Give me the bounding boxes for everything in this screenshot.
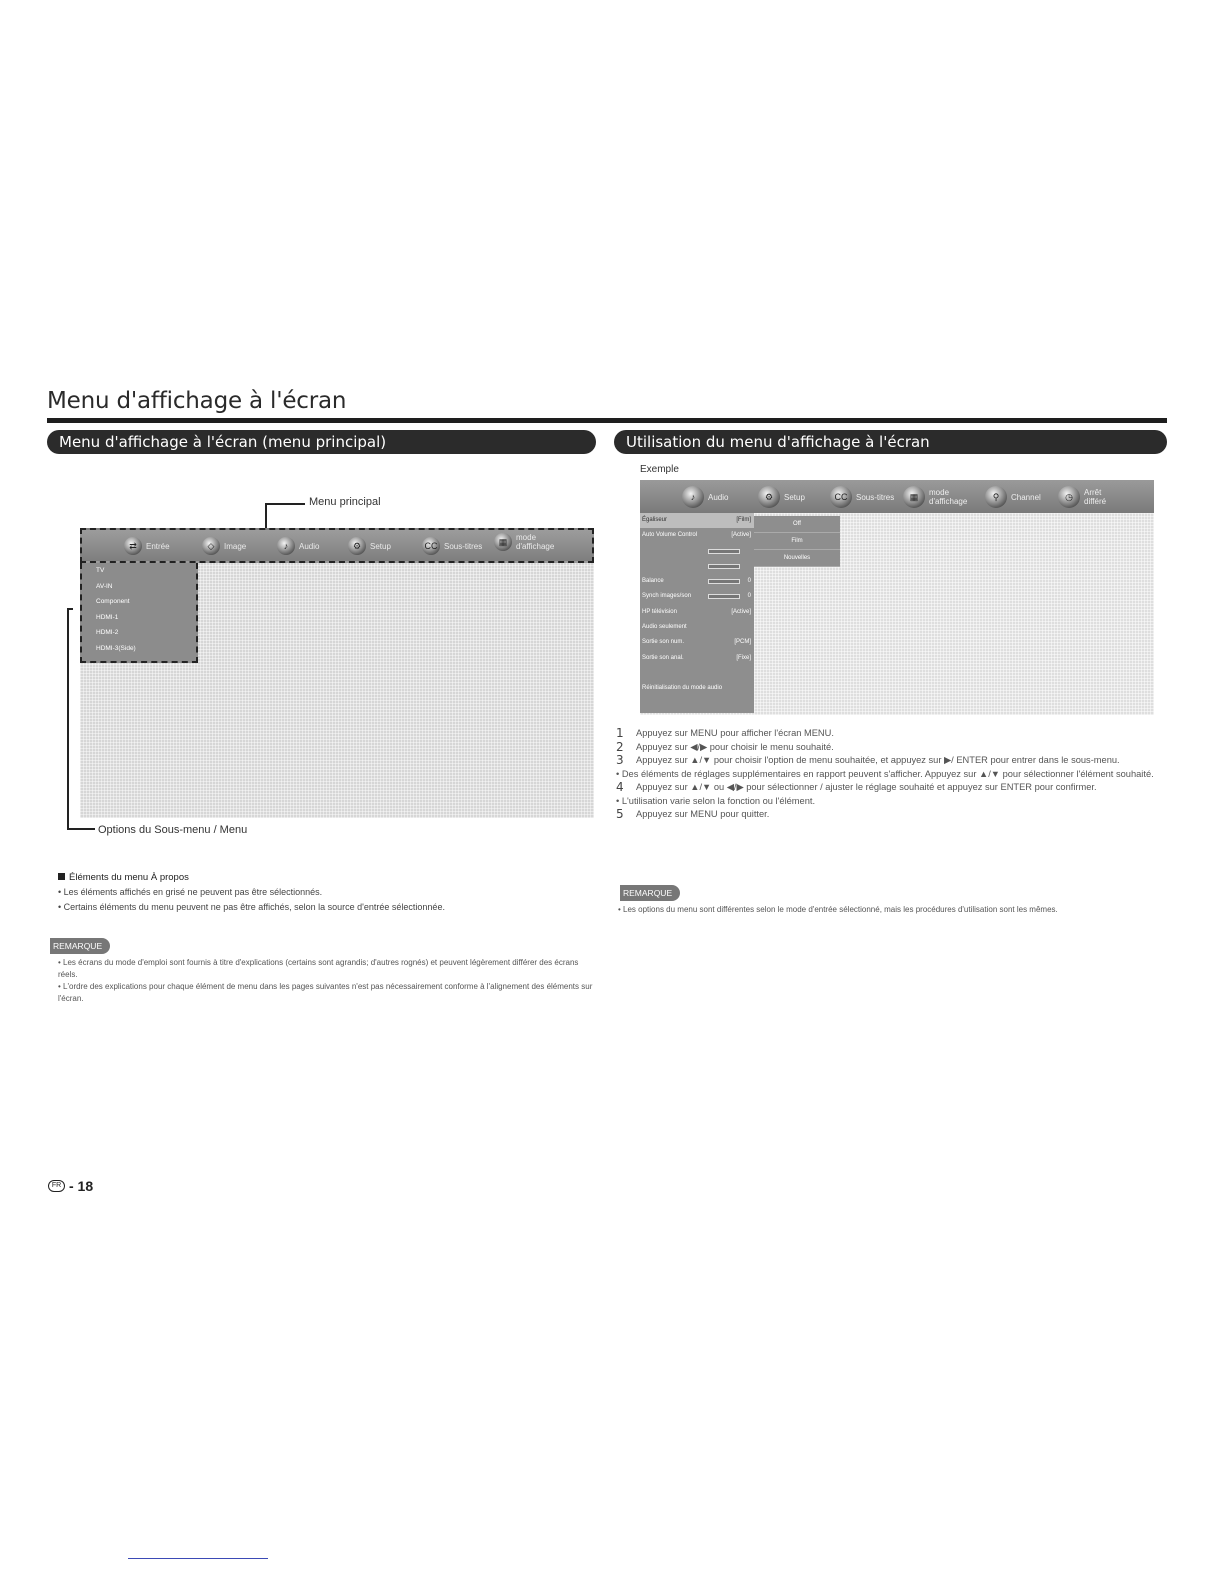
row-label: Réinitialisation du mode audio	[642, 685, 723, 692]
row-value: [Active]	[731, 608, 751, 615]
row-value: [PCM]	[734, 639, 751, 646]
fr-language-icon: FR	[48, 1180, 65, 1192]
step-text: Appuyez sur ▲/▼ pour choisir l'option de menu souhaitée, et appuyez sur ▶/ ENTER pour entrer dans le sous-menu.	[636, 755, 1120, 765]
remarque-bullet: Les options du menu sont différentes selon le mode d'entrée sélectionné, mais les procédures d'utilisation sont les mêmes.	[623, 905, 1058, 914]
step-number: 4	[616, 780, 624, 794]
audio-icon: ♪	[682, 486, 704, 508]
steps-list	[616, 727, 1156, 822]
submenu-item[interactable]: Component	[96, 598, 130, 605]
footer-rule	[128, 1558, 268, 1559]
audio-row[interactable]	[640, 559, 754, 574]
menu-item-subtitles[interactable]	[422, 537, 482, 555]
step-item	[616, 754, 1156, 768]
row-value: [Fixe]	[736, 654, 751, 661]
audio-row[interactable]	[640, 605, 754, 620]
submenu-bracket-bottom	[67, 828, 95, 830]
audio-row[interactable]	[640, 635, 754, 650]
audio-row[interactable]	[640, 681, 754, 696]
row-label: Auto Volume Control	[642, 532, 698, 539]
cc-icon: CC	[830, 486, 852, 508]
step-number: 1	[616, 726, 624, 740]
menu-item-subtitles[interactable]	[830, 486, 894, 508]
popup-option[interactable]: Off	[754, 516, 840, 533]
menu-item-label: Audio	[708, 492, 729, 502]
level-bar[interactable]	[708, 549, 740, 554]
menu-item-label: mode d'affichage	[516, 533, 555, 551]
row-label: Sortie son num.	[642, 639, 685, 646]
step-text: Appuyez sur ▲/▼ ou ◀/▶ pour sélectionner / ajuster le réglage souhaité et appuyez sur ENTER pour confirmer.	[636, 782, 1097, 792]
timer-icon: ◷	[1058, 486, 1080, 508]
audio-row[interactable]	[640, 620, 754, 635]
audio-row[interactable]	[640, 513, 754, 528]
row-value: 0	[747, 578, 751, 585]
input-icon: ⇄	[124, 537, 142, 555]
menu-item-audio[interactable]	[682, 486, 728, 508]
callout-line-main-h	[265, 503, 305, 505]
row-label: Égaliseur	[642, 517, 668, 523]
page-number-text: - 18	[69, 1178, 94, 1194]
row-label: Balance	[642, 578, 664, 585]
row-label: Sortie son anal.	[642, 654, 684, 661]
about-bullet: Certains éléments du menu peuvent ne pas être affichés, selon la source d'entrée sélectionnée.	[63, 902, 445, 912]
step-text: Appuyez sur ◀/▶ pour choisir le menu souhaité.	[636, 741, 834, 752]
square-bullet-icon	[58, 873, 65, 880]
channel-icon: ⚲	[985, 486, 1007, 508]
menu-item-label: Sous-titres	[444, 541, 483, 551]
submenu-item[interactable]: HDMI-3(Side)	[96, 644, 136, 652]
menu-item-label: Audio	[299, 541, 320, 551]
page-title: Menu d'affichage à l'écran	[47, 388, 347, 414]
example-menu-bar	[640, 480, 1154, 513]
level-bar[interactable]	[708, 579, 740, 584]
row-value: 0	[747, 593, 751, 600]
row-value: [Film]	[736, 517, 751, 523]
step-text: Appuyez sur MENU pour afficher l'écran MENU.	[636, 728, 834, 738]
menu-item-setup[interactable]	[348, 537, 391, 555]
step-item	[616, 781, 1156, 795]
menu-item-label: Entrée	[146, 541, 170, 551]
menu-item-input[interactable]	[124, 537, 170, 555]
right-section-heading: Utilisation du menu d'affichage à l'écran	[614, 430, 1167, 454]
example-label: Exemple	[640, 464, 679, 475]
step-subnote: • Des éléments de réglages supplémentaires en rapport peuvent s'afficher. Appuyez sur ▲/▼ pour sélectionner l'élément souhaité.	[616, 768, 1154, 779]
callout-line-main	[265, 503, 267, 529]
audio-options-panel	[640, 513, 754, 713]
submenu-item[interactable]: HDMI-1	[96, 613, 119, 621]
step-item	[616, 741, 1156, 755]
remarque-notes-left: • Les écrans du mode d'emploi sont fournis à titre d'explications (certains sont agrandis; d'autres rognés) et peuvent légèrement différer des écrans réels. • L'ordre des explications pour chaque élément de menu dans les pages suivantes n'est pas nécessairement conforme à l'alignement des éléments sur l'écran.	[58, 958, 593, 1003]
equalizer-popup	[754, 516, 840, 567]
menu-item-label: mode d'affichage	[929, 488, 968, 506]
page-number	[48, 1178, 93, 1194]
menu-item-display-mode[interactable]	[494, 533, 590, 551]
audio-row[interactable]	[640, 544, 754, 559]
step-number: 5	[616, 807, 624, 821]
menu-item-label: Channel	[1011, 492, 1041, 502]
audio-row	[640, 666, 754, 681]
audio-row[interactable]	[640, 651, 754, 666]
remarque-bullet: Les écrans du mode d'emploi sont fournis à titre d'explications (certains sont agrandis; d'autres rognés) et peuvent légèrement différer des écrans réels.	[58, 958, 579, 979]
step-number: 2	[616, 739, 624, 754]
menu-item-label: Arrêt différé	[1084, 488, 1107, 506]
audio-row[interactable]	[640, 589, 754, 604]
menu-item-channel[interactable]	[985, 486, 1041, 508]
display-mode-icon: ▦	[494, 533, 512, 551]
remarque-bullet: L'ordre des explications pour chaque élément de menu dans les pages suivantes n'est pas nécessairement conforme à l'alignement des éléments sur l'écran.	[58, 982, 593, 1003]
audio-icon: ♪	[277, 537, 295, 555]
level-bar[interactable]	[708, 594, 740, 599]
submenu-item[interactable]: AV-IN	[96, 582, 113, 590]
remarque-badge-left: REMARQUE	[50, 938, 110, 954]
submenu-item[interactable]: TV	[96, 567, 105, 574]
level-bar[interactable]	[708, 564, 740, 569]
menu-item-display-mode[interactable]	[903, 486, 981, 508]
remarque-badge-right: REMARQUE	[620, 885, 680, 901]
remarque-notes-right: • Les options du menu sont différentes selon le mode d'entrée sélectionné, mais les procédures d'utilisation sont les mêmes.	[618, 905, 1058, 914]
submenu-item[interactable]: HDMI-2	[96, 629, 119, 636]
row-label: Synch images/son	[642, 593, 692, 600]
step-number: 3	[616, 753, 624, 767]
about-bullet: Les éléments affichés en grisé ne peuvent pas être sélectionnés.	[63, 887, 323, 897]
step-item	[616, 808, 1156, 822]
menu-item-image[interactable]	[202, 537, 246, 555]
menu-item-label: Image	[224, 541, 247, 551]
about-notes: Éléments du menu À propos • Les éléments affichés en grisé ne peuvent pas être sélectionnés. • Certains éléments du menu peuvent ne pas être affichés, selon la source d'entrée sélectionnée.	[58, 872, 445, 912]
step-text: Appuyez sur MENU pour quitter.	[636, 809, 770, 819]
setup-icon: ⚙	[348, 537, 366, 555]
popup-option[interactable]: Nouvelles	[754, 550, 840, 567]
audio-row[interactable]	[640, 528, 754, 543]
row-label: HP télévision	[642, 608, 677, 615]
left-section-heading: Menu d'affichage à l'écran (menu principal)	[47, 430, 596, 454]
cc-icon: CC	[422, 537, 440, 555]
row-value: [Active]	[731, 532, 751, 539]
menu-item-label: Setup	[784, 492, 805, 502]
callout-main-label: Menu principal	[309, 496, 381, 508]
setup-icon: ⚙	[758, 486, 780, 508]
callout-sub-label: Options du Sous-menu / Menu	[98, 824, 248, 836]
submenu-panel	[80, 563, 198, 663]
step-subnote: • L'utilisation varie selon la fonction ou l'élément.	[616, 795, 816, 806]
menu-item-label: Setup	[370, 541, 391, 551]
menu-item-setup[interactable]	[758, 486, 805, 508]
menu-item-label: Sous-titres	[856, 492, 895, 502]
submenu-bracket	[67, 608, 73, 830]
audio-row[interactable]	[640, 574, 754, 589]
about-heading: Éléments du menu À propos	[69, 872, 189, 883]
title-rule	[47, 418, 1167, 423]
main-menu-bar	[80, 528, 594, 563]
step-item	[616, 727, 1156, 741]
menu-item-sleep-timer[interactable]	[1058, 486, 1146, 508]
menu-item-audio[interactable]	[277, 537, 319, 555]
row-label: Audio seulement	[642, 624, 687, 631]
popup-option[interactable]: Film	[754, 533, 840, 550]
image-icon: ◇	[202, 537, 220, 555]
display-mode-icon: ▦	[903, 486, 925, 508]
